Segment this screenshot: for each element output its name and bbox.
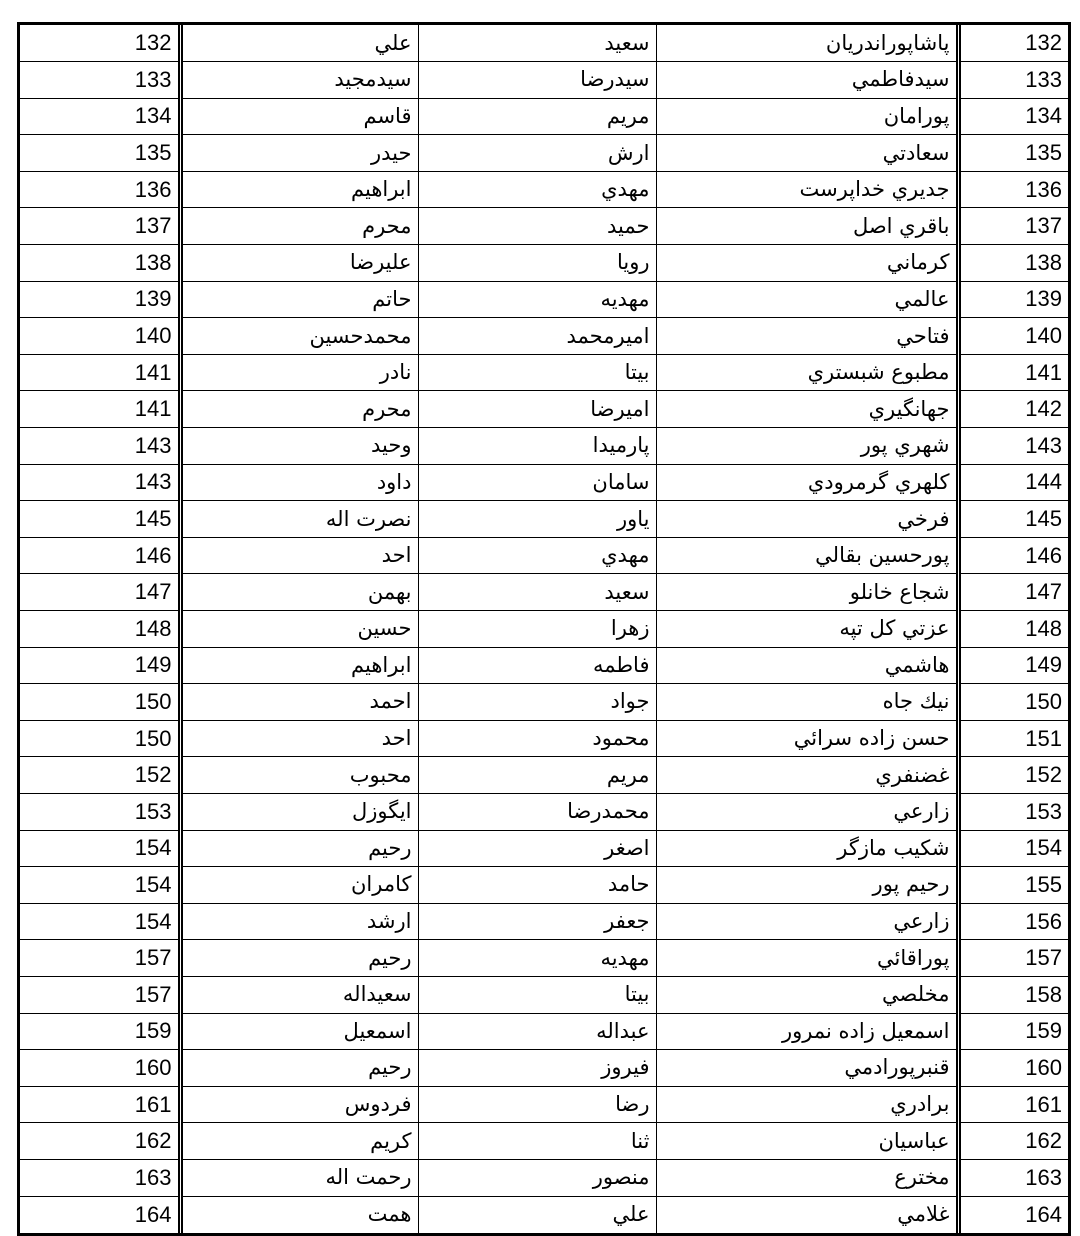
table-body <box>20 25 1068 1233</box>
cell-first-name: اسمعيل <box>180 1013 418 1050</box>
cell-father-name: مريم <box>418 98 656 135</box>
cell-row-number: 136 <box>958 171 1068 208</box>
cell-last-name: فرخي <box>656 501 958 538</box>
cell-last-name: رحيم پور <box>656 867 958 904</box>
cell-row-number: 142 <box>958 391 1068 428</box>
table-row <box>20 720 1068 757</box>
cell-row-number: 133 <box>958 62 1068 99</box>
table-row <box>20 1123 1068 1160</box>
cell-row-number: 155 <box>958 867 1068 904</box>
cell-last-name: مطبوع شبستري <box>656 354 958 391</box>
table-row <box>20 903 1068 940</box>
cell-last-name: عباسيان <box>656 1123 958 1160</box>
cell-first-name: احد <box>180 537 418 574</box>
cell-father-name: عبداله <box>418 1013 656 1050</box>
cell-left-number: 153 <box>20 793 180 830</box>
cell-left-number: 163 <box>20 1159 180 1196</box>
table-row <box>20 25 1068 62</box>
table-row <box>20 1086 1068 1123</box>
cell-left-number: 143 <box>20 464 180 501</box>
cell-first-name: علي <box>180 25 418 62</box>
cell-left-number: 132 <box>20 25 180 62</box>
table-row <box>20 501 1068 538</box>
table-row <box>20 391 1068 428</box>
cell-row-number: 160 <box>958 1050 1068 1087</box>
cell-left-number: 140 <box>20 318 180 355</box>
cell-first-name: ابراهيم <box>180 647 418 684</box>
cell-row-number: 154 <box>958 830 1068 867</box>
cell-last-name: مخترع <box>656 1159 958 1196</box>
cell-left-number: 149 <box>20 647 180 684</box>
cell-father-name: سعيد <box>418 574 656 611</box>
cell-first-name: نادر <box>180 354 418 391</box>
cell-left-number: 139 <box>20 281 180 318</box>
cell-first-name: وحيد <box>180 428 418 465</box>
cell-last-name: اسمعيل زاده نمرور <box>656 1013 958 1050</box>
cell-last-name: پاشاپوراندريان <box>656 25 958 62</box>
cell-row-number: 152 <box>958 757 1068 794</box>
cell-row-number: 144 <box>958 464 1068 501</box>
cell-left-number: 150 <box>20 684 180 721</box>
cell-row-number: 161 <box>958 1086 1068 1123</box>
cell-row-number: 134 <box>958 98 1068 135</box>
cell-left-number: 157 <box>20 976 180 1013</box>
cell-last-name: پورحسين بقالي <box>656 537 958 574</box>
table-row <box>20 62 1068 99</box>
cell-father-name: ياور <box>418 501 656 538</box>
cell-first-name: داود <box>180 464 418 501</box>
cell-first-name: احد <box>180 720 418 757</box>
table-row <box>20 464 1068 501</box>
table-row <box>20 428 1068 465</box>
cell-first-name: بهمن <box>180 574 418 611</box>
cell-left-number: 157 <box>20 940 180 977</box>
cell-row-number: 156 <box>958 903 1068 940</box>
cell-row-number: 148 <box>958 611 1068 648</box>
cell-last-name: حسن زاده سرائي <box>656 720 958 757</box>
cell-row-number: 159 <box>958 1013 1068 1050</box>
cell-row-number: 132 <box>958 25 1068 62</box>
cell-first-name: ايگوزل <box>180 793 418 830</box>
cell-row-number: 143 <box>958 428 1068 465</box>
table-row <box>20 245 1068 282</box>
cell-row-number: 162 <box>958 1123 1068 1160</box>
cell-first-name: حيدر <box>180 135 418 172</box>
cell-left-number: 138 <box>20 245 180 282</box>
cell-last-name: جهانگيري <box>656 391 958 428</box>
cell-row-number: 146 <box>958 537 1068 574</box>
cell-father-name: مهديه <box>418 281 656 318</box>
cell-row-number: 163 <box>958 1159 1068 1196</box>
cell-father-name: اصغر <box>418 830 656 867</box>
cell-left-number: 154 <box>20 903 180 940</box>
cell-father-name: جواد <box>418 684 656 721</box>
cell-last-name: عالمي <box>656 281 958 318</box>
cell-row-number: 138 <box>958 245 1068 282</box>
cell-father-name: مريم <box>418 757 656 794</box>
cell-last-name: سعادتي <box>656 135 958 172</box>
cell-father-name: بيتا <box>418 976 656 1013</box>
cell-row-number: 135 <box>958 135 1068 172</box>
cell-father-name: ارش <box>418 135 656 172</box>
cell-first-name: عليرضا <box>180 245 418 282</box>
cell-father-name: سعيد <box>418 25 656 62</box>
cell-left-number: 134 <box>20 98 180 135</box>
cell-father-name: مهدي <box>418 171 656 208</box>
cell-left-number: 141 <box>20 354 180 391</box>
cell-row-number: 164 <box>1025 1201 1062 1227</box>
table-row <box>20 135 1068 172</box>
cell-father-name: زهرا <box>418 611 656 648</box>
cell-first-name: محرم <box>180 208 418 245</box>
cell-last-name: زارعي <box>656 793 958 830</box>
cell-first-name: قاسم <box>180 98 418 135</box>
cell-row-number: 150 <box>958 684 1068 721</box>
cell-last-name: عزتي كل تپه <box>656 611 958 648</box>
cell-father-name: اميرمحمد <box>418 318 656 355</box>
cell-row-number: 158 <box>958 976 1068 1013</box>
cell-father-name: رضا <box>418 1086 656 1123</box>
cell-left-number: 160 <box>20 1050 180 1087</box>
cell-row-number: 157 <box>958 940 1068 977</box>
cell-last-name: زارعي <box>656 903 958 940</box>
cell-father-name: محمدرضا <box>418 793 656 830</box>
table-row <box>20 98 1068 135</box>
cell-left-number: 146 <box>20 537 180 574</box>
cell-father-name: جعفر <box>418 903 656 940</box>
cell-father-name: رويا <box>418 245 656 282</box>
cell-last-name: شهري پور <box>656 428 958 465</box>
table-row <box>20 281 1068 318</box>
cell-row-number: 137 <box>958 208 1068 245</box>
cell-first-name: ابراهيم <box>180 171 418 208</box>
cell-left-number: 164 <box>20 1196 180 1233</box>
table-row <box>20 1196 1068 1233</box>
cell-first-name: ارشد <box>180 903 418 940</box>
table-row <box>20 684 1068 721</box>
table-row <box>20 208 1068 245</box>
table-row <box>20 171 1068 208</box>
cell-first-name: رحيم <box>180 830 418 867</box>
cell-father-name: محمود <box>418 720 656 757</box>
cell-father-name: مهدي <box>418 537 656 574</box>
cell-first-name: سعيداله <box>180 976 418 1013</box>
cell-first-name: رحيم <box>180 1050 418 1087</box>
table-row <box>20 1050 1068 1087</box>
cell-last-name: پوراقائي <box>656 940 958 977</box>
cell-left-number: 145 <box>20 501 180 538</box>
cell-last-name: شكيب مازگر <box>656 830 958 867</box>
cell-last-name: پورامان <box>656 98 958 135</box>
cell-father-name: اميرضا <box>418 391 656 428</box>
cell-last-name: غضنفري <box>656 757 958 794</box>
cell-first-name: سيدمجيد <box>180 62 418 99</box>
cell-first-name: نصرت اله <box>180 501 418 538</box>
cell-first-name: احمد <box>180 684 418 721</box>
cell-last-name: هاشمي <box>656 647 958 684</box>
cell-row-number: 153 <box>958 793 1068 830</box>
names-table <box>20 25 1068 1233</box>
cell-father-name: حميد <box>418 208 656 245</box>
cell-row-number: 147 <box>958 574 1068 611</box>
cell-left-number: 162 <box>20 1123 180 1160</box>
cell-father-name: فاطمه <box>418 647 656 684</box>
cell-left-number: 143 <box>20 428 180 465</box>
table-row <box>20 940 1068 977</box>
cell-first-name: محمدحسين <box>180 318 418 355</box>
cell-left-number: 136 <box>20 171 180 208</box>
cell-last-name: مخلصي <box>656 976 958 1013</box>
cell-first-name: كريم <box>180 1123 418 1160</box>
cell-first-name: محرم <box>180 391 418 428</box>
cell-last-name: شجاع خانلو <box>656 574 958 611</box>
table-row <box>20 867 1068 904</box>
cell-first-name: محبوب <box>180 757 418 794</box>
cell-last-name: برادري <box>656 1086 958 1123</box>
cell-left-number: 133 <box>20 62 180 99</box>
cell-row-number: 145 <box>958 501 1068 538</box>
cell-last-name: كلهري گرمرودي <box>656 464 958 501</box>
cell-father-name: ثنا <box>418 1123 656 1160</box>
table-row <box>20 354 1068 391</box>
table-row <box>20 757 1068 794</box>
cell-first-name: همت <box>180 1196 418 1233</box>
cell-father-name: حامد <box>418 867 656 904</box>
cell-last-name: قنبرپورادمي <box>656 1050 958 1087</box>
cell-first-name: كامران <box>180 867 418 904</box>
cell-row-number: 139 <box>958 281 1068 318</box>
table-row <box>20 318 1068 355</box>
cell-left-number: 137 <box>20 208 180 245</box>
cell-left-number: 152 <box>20 757 180 794</box>
table-row <box>20 537 1068 574</box>
cell-last-name: سيدفاطمي <box>656 62 958 99</box>
cell-last-name: نيك جاه <box>656 684 958 721</box>
cell-first-name: رحيم <box>180 940 418 977</box>
cell-last-name: جديري خداپرست <box>656 171 958 208</box>
cell-left-number: 154 <box>20 830 180 867</box>
cell-row-number: 141 <box>958 354 1068 391</box>
data-table-sheet <box>17 22 1071 1236</box>
cell-father-name: سيدرضا <box>418 62 656 99</box>
cell-father-name: علي <box>418 1196 656 1233</box>
cell-first-name: حسين <box>180 611 418 648</box>
table-row <box>20 976 1068 1013</box>
cell-last-name: باقري اصل <box>656 208 958 245</box>
cell-left-number: 154 <box>20 867 180 904</box>
cell-row-number: 140 <box>958 318 1068 355</box>
cell-father-name: بيتا <box>418 354 656 391</box>
cell-left-number: 141 <box>20 391 180 428</box>
table-row <box>20 647 1068 684</box>
table-row <box>20 830 1068 867</box>
cell-left-number: 135 <box>20 135 180 172</box>
cell-last-name: فتاحي <box>656 318 958 355</box>
cell-row-number: 149 <box>958 647 1068 684</box>
cell-left-number: 148 <box>20 611 180 648</box>
cell-row-number: 151 <box>958 720 1068 757</box>
table-row <box>20 1159 1068 1196</box>
cell-father-name: پارميدا <box>418 428 656 465</box>
cell-father-name: فيروز <box>418 1050 656 1087</box>
table-row <box>20 611 1068 648</box>
cell-father-name: سامان <box>418 464 656 501</box>
cell-first-name: رحمت اله <box>180 1159 418 1196</box>
cell-left-number: 147 <box>20 574 180 611</box>
cell-last-name: كرماني <box>656 245 958 282</box>
cell-left-number: 150 <box>20 720 180 757</box>
table-row <box>20 574 1068 611</box>
cell-first-name: فردوس <box>180 1086 418 1123</box>
cell-left-number: 159 <box>20 1013 180 1050</box>
cell-last-name: غلامي <box>656 1196 958 1233</box>
cell-first-name: حاتم <box>180 281 418 318</box>
cell-left-number: 161 <box>20 1086 180 1123</box>
table-row <box>20 1013 1068 1050</box>
cell-father-name: مهديه <box>418 940 656 977</box>
table-row <box>20 793 1068 830</box>
cell-father-name: منصور <box>418 1159 656 1196</box>
